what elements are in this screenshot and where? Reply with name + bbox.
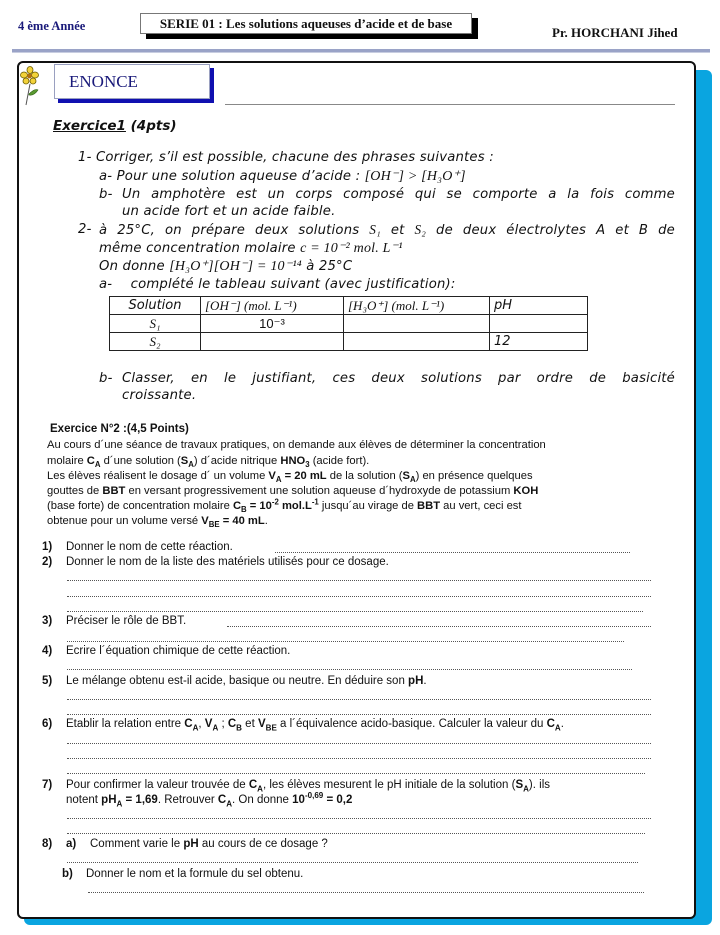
symbol: C bbox=[546, 718, 555, 730]
table-header-row bbox=[110, 297, 588, 315]
subscript: A bbox=[409, 475, 416, 485]
q-text: Etablir la relation entre bbox=[66, 718, 185, 730]
ex2-question-6 bbox=[42, 718, 564, 733]
q-text: Corriger, s’il est possible, chacune des phrases suivantes : bbox=[95, 150, 494, 165]
q-number: 3) bbox=[42, 615, 53, 627]
ex1-q2-line1 bbox=[99, 222, 675, 238]
math-expression: [OH⁻] > [H₃O⁺] bbox=[364, 169, 466, 184]
q-letter: b) bbox=[62, 868, 73, 880]
subscript: A bbox=[188, 460, 194, 470]
section-header-box bbox=[54, 64, 210, 99]
answer-line[interactable] bbox=[67, 743, 651, 744]
subscript: A bbox=[226, 799, 233, 809]
symbol: C bbox=[217, 794, 227, 806]
symbol: C bbox=[86, 455, 95, 467]
ex1-q2-num: 2- bbox=[78, 222, 92, 237]
text: . On donne bbox=[232, 794, 293, 806]
ex2-question-8a bbox=[42, 838, 328, 850]
ex2-question-1 bbox=[42, 541, 233, 553]
table-cell: S₁ bbox=[110, 315, 201, 333]
q-number: 4) bbox=[42, 645, 53, 657]
math-expression: c = 10⁻² mol. L⁻¹ bbox=[300, 241, 403, 256]
table-cell bbox=[201, 333, 344, 351]
ex2-question-7-line2 bbox=[66, 791, 353, 809]
text: de la solution ( bbox=[326, 470, 403, 482]
q-number: 8) bbox=[42, 838, 53, 850]
exponent: -2 bbox=[271, 497, 279, 507]
subscript: A bbox=[212, 723, 219, 733]
q-letter: a) bbox=[66, 838, 77, 850]
symbol: pH bbox=[101, 794, 117, 806]
subscript: A bbox=[554, 723, 561, 733]
answer-line[interactable] bbox=[67, 818, 651, 819]
ex2-question-7-line1 bbox=[42, 779, 551, 794]
data-table bbox=[109, 296, 588, 351]
text: jusqu´au virage de bbox=[318, 500, 418, 512]
answer-line[interactable] bbox=[67, 862, 638, 863]
text: obtenue pour un volume versé bbox=[47, 515, 202, 527]
q-text: Préciser le rôle de BBT. bbox=[66, 615, 187, 627]
text: ) en présence quelques bbox=[415, 470, 533, 482]
ex1-q2-line2 bbox=[99, 240, 403, 257]
subscript: 3 bbox=[305, 460, 310, 470]
ex1-q2b-num: b- bbox=[99, 371, 113, 386]
value: = 20 mL bbox=[281, 470, 327, 482]
text: gouttes de bbox=[47, 485, 103, 497]
ex2-question-2 bbox=[42, 556, 389, 568]
text: ; bbox=[218, 718, 228, 730]
text: au vert, ceci est bbox=[440, 500, 522, 512]
ex2-intro-line6 bbox=[47, 515, 268, 530]
section-title: ENONCE bbox=[69, 72, 138, 91]
answer-line[interactable] bbox=[67, 714, 651, 715]
symbol: BBT bbox=[417, 500, 441, 512]
subscript: A bbox=[116, 799, 123, 809]
ex1-q2b-line1: Classer, en le justifiant, ces deux solutions par ordre de basicité bbox=[122, 371, 675, 386]
exercise1-title bbox=[53, 118, 177, 134]
q-text: complété le tableau suivant (avec justification): bbox=[130, 277, 456, 292]
symbol: BBT bbox=[102, 485, 126, 497]
table-cell: S₂ bbox=[110, 333, 201, 351]
answer-line[interactable] bbox=[67, 758, 651, 759]
answer-line[interactable] bbox=[67, 833, 645, 834]
text: ). ils bbox=[528, 779, 551, 791]
answer-line[interactable] bbox=[67, 669, 632, 670]
math-expression: [H₃O⁺][OH⁻] = 10⁻¹⁴ bbox=[169, 259, 302, 274]
text: (acide fort). bbox=[309, 455, 370, 467]
exponent: -1 bbox=[311, 497, 319, 507]
text: et bbox=[241, 718, 258, 730]
exponent: -0,69 bbox=[304, 791, 324, 801]
serie-title: SERIE 01 : Les solutions aqueuses d’acide et de base bbox=[140, 13, 472, 34]
subscript: A bbox=[94, 460, 101, 470]
symbol: S bbox=[180, 455, 189, 467]
ex2-intro-line1: Au cours d´une séance de travaux pratiques, on demande aux élèves de déterminer la concentration bbox=[47, 439, 546, 451]
q-text: Comment varie le bbox=[90, 838, 184, 850]
flower-icon bbox=[20, 66, 44, 106]
symbol: V bbox=[268, 470, 276, 482]
text: de deux électrolytes A et B de bbox=[426, 223, 675, 238]
value: = 40 mL bbox=[219, 515, 265, 527]
text: d´une solution ( bbox=[100, 455, 181, 467]
q-text: Donner le nom de la liste des matériels utilisés pour ce dosage. bbox=[66, 556, 389, 568]
text: On donne bbox=[99, 259, 170, 274]
q-number: 5) bbox=[42, 675, 53, 687]
text: , les élèves mesurent le pH initiale de la solution ( bbox=[262, 779, 516, 791]
q-text: Donner le nom de cette réaction. bbox=[66, 541, 233, 553]
ex1-q2b-line2: croissante. bbox=[122, 388, 197, 403]
table-cell bbox=[344, 333, 490, 351]
q-text: au cours de ce dosage ? bbox=[198, 838, 328, 850]
ex2-question-8b bbox=[62, 868, 303, 880]
text: molaire bbox=[47, 455, 87, 467]
q-text: Le mélange obtenu est-il acide, basique ou neutre. En déduire son bbox=[66, 675, 409, 687]
table-cell: 10⁻³ bbox=[201, 315, 344, 333]
author-name: Pr. HORCHANI Jihed bbox=[552, 25, 678, 40]
s1-symbol: S₁ bbox=[369, 222, 381, 237]
text: , bbox=[198, 718, 205, 730]
symbol: V bbox=[257, 718, 266, 730]
table-row bbox=[110, 315, 588, 333]
subscript: BE bbox=[265, 723, 277, 733]
text: à 25°C, on prépare deux solutions bbox=[99, 223, 370, 238]
subscript: B bbox=[241, 505, 247, 515]
table-header: [OH⁻] (mol. L⁻¹) bbox=[201, 297, 344, 315]
q-letter: a- bbox=[99, 277, 113, 292]
q-text: Ecrire l´équation chimique de cette réaction. bbox=[66, 645, 291, 657]
table-row bbox=[110, 333, 588, 351]
q-number: 2) bbox=[42, 556, 53, 568]
text: en versant progressivement une solution aqueuse d´hydroxyde de potassium bbox=[125, 485, 514, 497]
q-text: Pour confirmer la valeur trouvée de bbox=[66, 779, 249, 791]
subscript: BE bbox=[208, 520, 220, 530]
text: a l´équivalence acido-basique. Calculer la valeur du bbox=[276, 718, 547, 730]
formula: KOH bbox=[513, 485, 539, 497]
subscript: A bbox=[523, 784, 529, 794]
table-cell bbox=[344, 315, 490, 333]
answer-line[interactable] bbox=[67, 596, 651, 597]
answer-line[interactable] bbox=[67, 611, 643, 612]
ex2-question-3 bbox=[42, 615, 186, 627]
table-header: Solution bbox=[110, 297, 201, 315]
answer-line[interactable] bbox=[67, 580, 651, 581]
subscript: A bbox=[192, 723, 199, 733]
ex2-intro-line4 bbox=[47, 485, 538, 497]
ex2-intro-line5 bbox=[47, 497, 522, 515]
header-divider bbox=[12, 49, 710, 53]
text: . bbox=[423, 675, 427, 687]
q-number: 1) bbox=[42, 541, 53, 553]
value: 10 bbox=[292, 794, 305, 806]
q-text: Pour une solution aqueuse d’acide : bbox=[116, 169, 365, 184]
ex2-intro-line2 bbox=[47, 455, 370, 470]
text: d´acide nitrique bbox=[197, 455, 281, 467]
level-label: 4 ème Année bbox=[18, 19, 86, 33]
answer-line[interactable] bbox=[67, 641, 624, 642]
subscript: A bbox=[257, 784, 263, 794]
q-letter: a- bbox=[99, 169, 113, 184]
ex2-intro-line3 bbox=[47, 470, 533, 485]
answer-line[interactable] bbox=[67, 773, 645, 774]
formula: HNO bbox=[280, 455, 306, 467]
symbol: pH bbox=[183, 838, 199, 850]
symbol: V bbox=[201, 515, 209, 527]
exercise1-points: (4pts) bbox=[130, 118, 177, 134]
exercise1-name: Exercice1 bbox=[53, 118, 126, 134]
answer-line[interactable] bbox=[227, 626, 651, 627]
unit: mol.L bbox=[278, 500, 312, 512]
subscript: A bbox=[275, 475, 282, 485]
table-header: pH bbox=[490, 297, 588, 315]
answer-line[interactable] bbox=[88, 892, 644, 893]
symbol: C bbox=[232, 500, 242, 512]
text: notent bbox=[66, 794, 102, 806]
symbol: pH bbox=[408, 675, 424, 687]
ex1-q1b-line2: un acide fort et un acide faible. bbox=[122, 204, 336, 219]
text: ) bbox=[193, 455, 198, 467]
table-cell bbox=[490, 315, 588, 333]
value: = 0,2 bbox=[323, 794, 353, 806]
symbol: C bbox=[227, 718, 237, 730]
answer-line[interactable] bbox=[275, 552, 630, 553]
ex1-q2a bbox=[99, 277, 456, 292]
text: à 25°C bbox=[301, 259, 353, 274]
answer-line[interactable] bbox=[67, 699, 651, 700]
text: et bbox=[380, 223, 415, 238]
ex2-question-5 bbox=[42, 675, 427, 687]
q-text: Donner le nom et la formule du sel obtenu. bbox=[86, 868, 304, 880]
value: = 1,69 bbox=[122, 794, 158, 806]
text: Les élèves réalisent le dosage d´ un volume bbox=[47, 470, 269, 482]
ex1-q1b-line1: Un amphotère est un corps composé qui se comporte a la fois comme bbox=[122, 187, 675, 202]
ex2-question-4 bbox=[42, 645, 290, 657]
symbol: S bbox=[515, 779, 524, 791]
text: . bbox=[264, 515, 268, 527]
text: . Retrouver bbox=[157, 794, 218, 806]
subscript: B bbox=[236, 723, 242, 733]
symbol: C bbox=[184, 718, 193, 730]
symbol: C bbox=[248, 779, 258, 791]
exercise2-title: Exercice N°2 :(4,5 Points) bbox=[50, 423, 189, 435]
text: même concentration molaire bbox=[99, 241, 301, 256]
symbol: V bbox=[204, 718, 213, 730]
value: = 10 bbox=[246, 500, 272, 512]
ex1-q1a bbox=[99, 168, 466, 185]
text: . bbox=[560, 718, 564, 730]
table-header: [H₃O⁺] (mol. L⁻¹) bbox=[344, 297, 490, 315]
section-divider bbox=[225, 104, 675, 105]
ex1-q1 bbox=[78, 150, 494, 165]
s2-symbol: S₂ bbox=[414, 222, 427, 237]
q-number: 1- bbox=[78, 150, 92, 165]
q-number: 6) bbox=[42, 718, 53, 730]
text: (base forte) de concentration molaire bbox=[47, 500, 233, 512]
table-cell: 12 bbox=[490, 333, 588, 351]
ex1-q2-line3 bbox=[99, 258, 352, 275]
symbol: S bbox=[402, 470, 410, 482]
q-number: 7) bbox=[42, 779, 53, 791]
ex1-q1b-num: b- bbox=[99, 187, 113, 202]
